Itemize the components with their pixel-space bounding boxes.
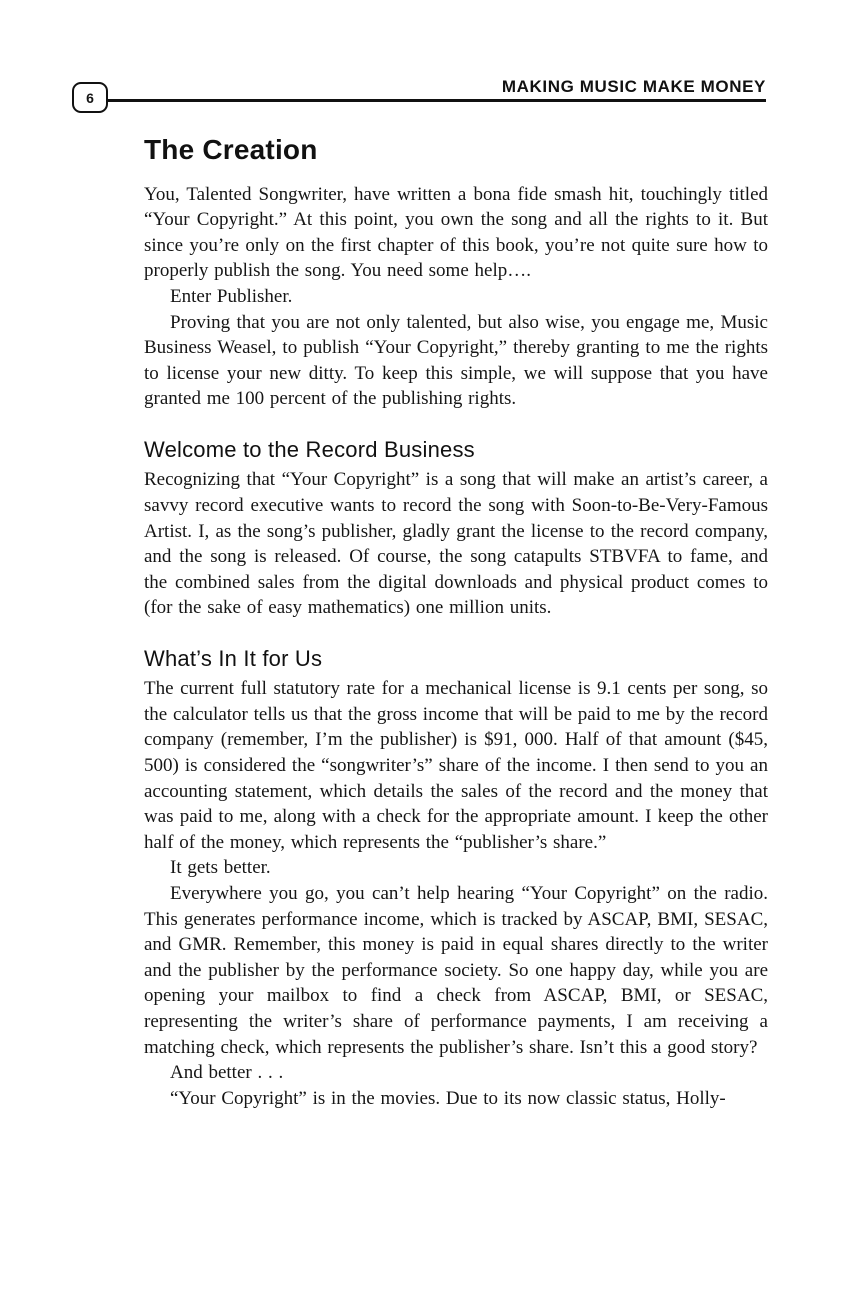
paragraph: Proving that you are not only talented, but also wise, you engage me, Music Business Weasel, to publish “Your Copyright,” thereby granting to me the rights to license your new ditty. To keep this simple, we will suppose that you have granted me 100 percent of the publishing rights. (144, 311, 768, 410)
header-rule (92, 99, 766, 102)
page-number: 6 (86, 89, 94, 106)
section-heading: Welcome to the Record Business (144, 436, 475, 462)
page-title: The Creation (144, 134, 318, 165)
running-title: MAKING MUSIC MAKE MONEY (501, 77, 766, 96)
paragraph: It gets better. (170, 857, 271, 879)
paragraph: You, Talented Songwriter, have written a bona fide smash hit, touchingly titled “Your Copyright.” At this point, you own the song and all the rights to it. But since you’re only on the first chapter of this book, you’re not quite sure how to properly publish the song. You need some help…. (144, 183, 768, 282)
section-heading: What’s In It for Us (144, 645, 323, 671)
paragraph: Enter Publisher. (170, 285, 293, 307)
page-content (144, 133, 768, 1111)
paragraph: Recognizing that “Your Copyright” is a song that will make an artist’s career, a savvy record executive wants to record the song with Soon-to-Be-Very-Famous Artist. I, as the song’s publisher, gladly grant the license to the record company, and the song is released. Of course, the song catapults STBVFA to fame, and the combined sales from the digital downloads and physical product comes to (for the sake of easy mathematics) one million units. (144, 469, 768, 619)
paragraph: And better . . . (170, 1062, 284, 1084)
paragraph: Everywhere you go, you can’t help hearing “Your Copyright” on the radio. This generates performance income, which is tracked by ASCAP, BMI, SESAC, and GMR. Remember, this money is paid in equal shares directly to the writer and the publisher by the performance society. So one happy day, while you are opening your mailbox to find a check from ASCAP, BMI, or SESAC, representing the writer’s share of performance payments, I am receiving a matching check, which represents the publisher’s share. Isn’t this a good story? (144, 883, 768, 1058)
paragraph: “Your Copyright” is in the movies. Due to its now classic status, Holly- (170, 1087, 726, 1109)
paragraph: The current full statutory rate for a mechanical license is 9.1 cents per song, so the calculator tells us that the gross income that will be paid to me by the record company (remember, I’m the publisher) is $91, 000. Half of that amount ($45, 500) is considered the “songwriter’s” share of the income. I then send to you an accounting statement, which details the sales of the record and the money that was paid to me, along with a check for the appropriate amount. I keep the other half of the money, which represents the “publisher’s share.” (144, 678, 768, 853)
page-number-badge (72, 82, 108, 113)
